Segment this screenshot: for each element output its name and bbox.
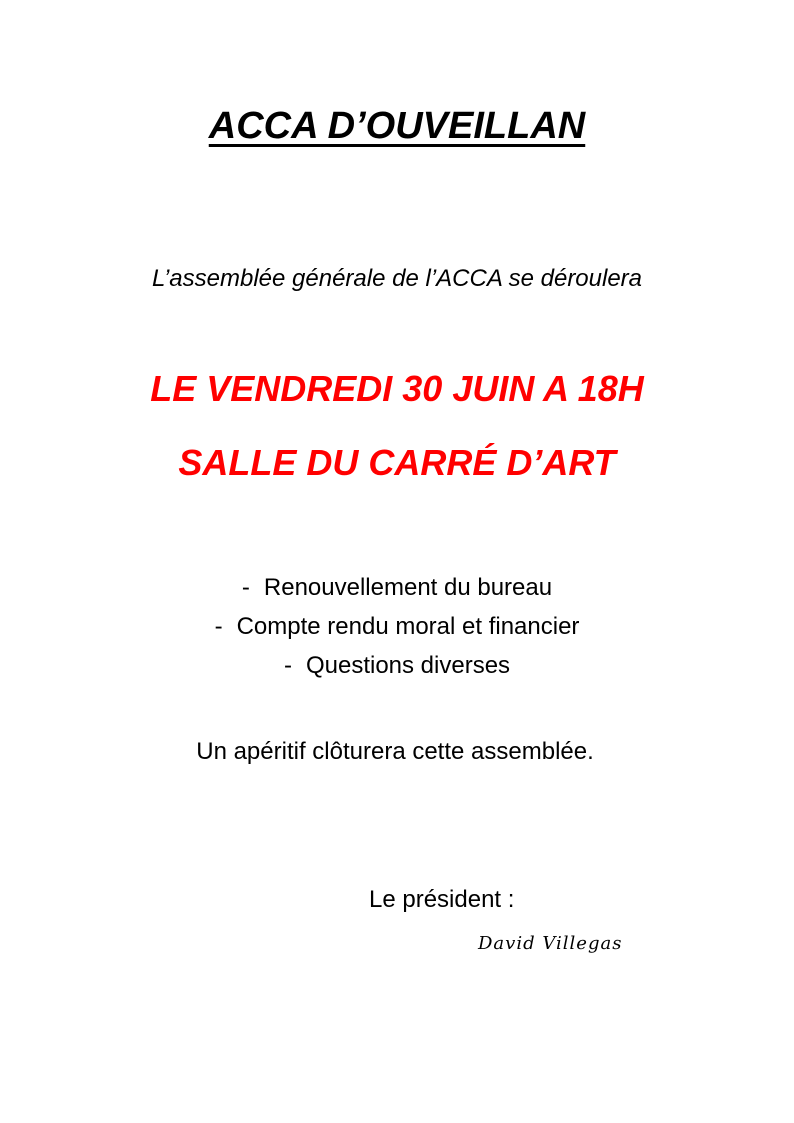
page-title	[0, 100, 794, 152]
agenda-list	[0, 568, 794, 685]
agenda-item	[0, 646, 794, 685]
event-date: LE VENDREDI 30 JUIN A 18H	[150, 368, 644, 409]
signature: David Villegas	[478, 933, 623, 954]
agenda-item-label: Renouvellement du bureau	[263, 574, 553, 601]
closing-text: Un apéritif clôturera cette assemblée.	[196, 738, 594, 765]
president-label: Le président :	[369, 886, 515, 913]
intro-text: L’assemblée générale de l’ACCA se déroulera	[151, 265, 643, 292]
event-venue: SALLE DU CARRÉ D’ART	[178, 442, 616, 483]
page-title-text: ACCA D’OUVEILLAN	[208, 105, 586, 147]
agenda-bullet: -	[214, 613, 223, 640]
agenda-bullet: -	[241, 574, 250, 601]
agenda-item-label: Compte rendu moral et financier	[236, 613, 580, 640]
agenda-item	[0, 607, 794, 646]
agenda-item-label: Questions diverses	[305, 652, 511, 679]
agenda-bullet: -	[283, 652, 292, 679]
agenda-item	[0, 568, 794, 607]
